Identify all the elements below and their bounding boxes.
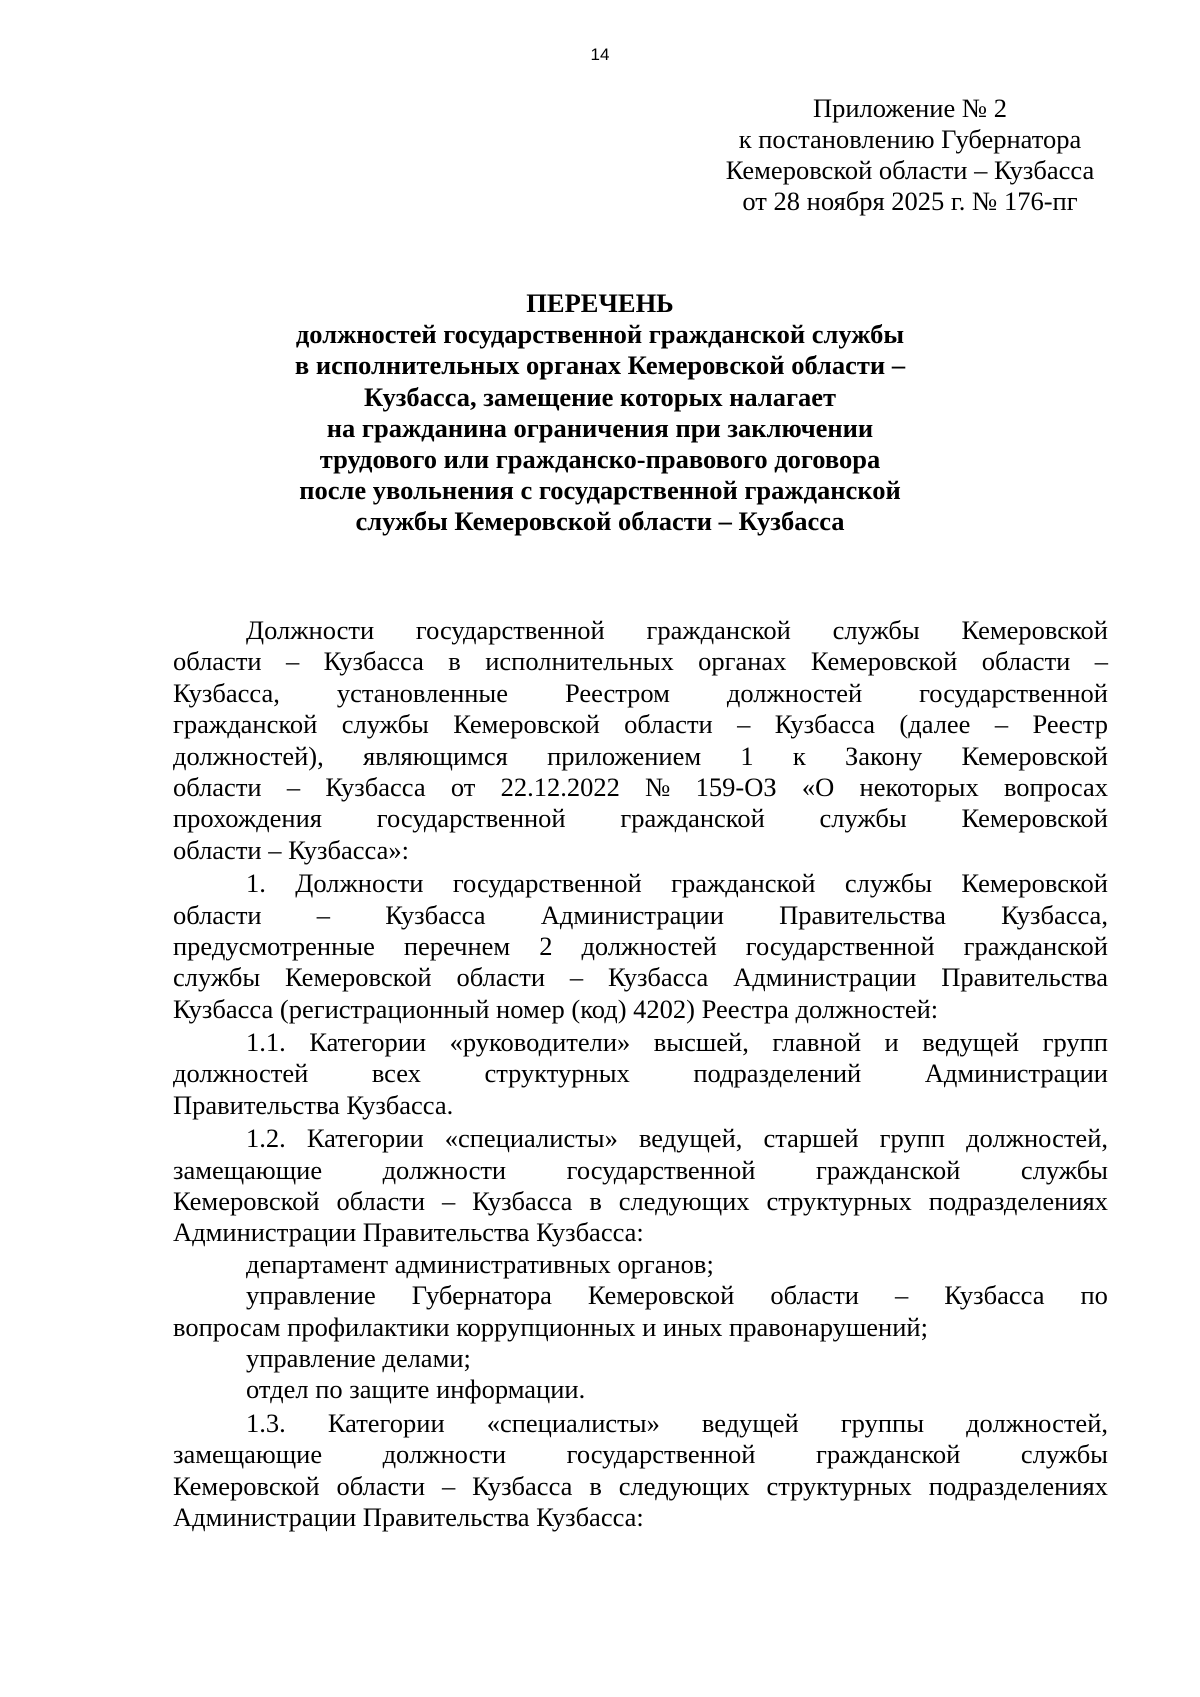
word: Кузбасса <box>472 1470 573 1501</box>
word: государственной <box>919 677 1108 708</box>
word: замещающие <box>173 1154 323 1185</box>
justified-line <box>173 1280 1108 1311</box>
word: Кузбасса, <box>1001 899 1108 930</box>
word: должностей <box>581 930 717 961</box>
word: Кузбасса <box>774 709 876 740</box>
word: Кузбасса, <box>173 677 280 708</box>
justified-line <box>173 1027 1108 1058</box>
word: Кузбасса <box>385 899 486 930</box>
word: государственной <box>415 615 605 645</box>
word: приложением <box>547 740 702 771</box>
word: Кемеровской <box>587 1280 735 1311</box>
word: групп <box>1042 1027 1108 1058</box>
word: подразделениях <box>928 1186 1108 1217</box>
word: Должности <box>246 615 375 645</box>
word: Кузбасса <box>608 962 709 993</box>
justified-line <box>173 1439 1108 1470</box>
word: Кузбасса <box>472 1186 573 1217</box>
word: службы <box>173 962 261 993</box>
word: – <box>441 1186 456 1217</box>
word: области <box>456 962 546 993</box>
word: – <box>569 962 584 993</box>
word: государственной <box>566 1439 756 1470</box>
justified-line <box>173 709 1108 740</box>
justified-line <box>173 646 1108 677</box>
word: – <box>285 646 300 677</box>
word: структурных <box>766 1186 912 1217</box>
word: Кемеровской <box>810 646 958 677</box>
list-item: отдел по защите информации. <box>246 1374 586 1405</box>
word: «специалисты» <box>444 1123 618 1154</box>
word: гражданской <box>816 1439 961 1470</box>
word: гражданской <box>963 930 1108 961</box>
word: должностей, <box>966 1407 1108 1438</box>
word: прохождения <box>173 803 322 834</box>
list-item-multiline <box>173 1280 1108 1343</box>
word: Категории <box>306 1123 424 1154</box>
word: гражданской <box>671 868 816 899</box>
title-heading: ПЕРЕЧЕНЬ <box>526 288 674 318</box>
word: области <box>173 899 262 930</box>
word: гражданской <box>646 615 791 645</box>
paragraph-item-1 <box>173 868 1108 1025</box>
word: Кемеровской <box>173 1470 320 1501</box>
word: службы <box>844 868 932 899</box>
word: 1 <box>740 740 754 771</box>
title-line: службы Кемеровской области – Кузбасса <box>355 506 845 537</box>
paragraph-last-line: Правительства Кузбасса. <box>173 1089 454 1120</box>
list-item: департамент административных органов; <box>246 1248 714 1279</box>
word: службы <box>819 803 907 834</box>
word: 2 <box>539 930 553 961</box>
word: по <box>1080 1280 1108 1311</box>
word: – <box>316 899 331 930</box>
paragraph-last-line: Администрации Правительства Кузбасса: <box>173 1217 644 1248</box>
paragraph-last-line: вопросам профилактики коррупционных и иных правонарушений; <box>173 1311 928 1342</box>
word: области <box>770 1280 859 1311</box>
word: Кемеровской <box>173 1186 320 1217</box>
word: «руководители» <box>449 1027 631 1058</box>
word: государственной <box>452 868 642 899</box>
word: Правительства <box>941 962 1108 993</box>
word: старшей <box>763 1123 859 1154</box>
word: 1. <box>246 868 266 899</box>
word: государственной <box>566 1154 756 1185</box>
justified-line <box>173 1471 1108 1502</box>
word: (далее <box>899 709 971 740</box>
word: должности <box>382 1154 507 1185</box>
justified-line <box>173 1186 1108 1217</box>
word: главной <box>772 1027 862 1058</box>
word: ведущей, <box>638 1123 743 1154</box>
word: органах <box>698 646 787 677</box>
word: № <box>645 771 671 802</box>
word: Категории <box>327 1407 445 1438</box>
word: – <box>1094 646 1108 677</box>
word: должности <box>382 1439 507 1470</box>
word: 159-ОЗ <box>695 771 777 802</box>
word: области <box>336 1470 426 1501</box>
word: Администрации <box>733 962 917 993</box>
paragraph-last-line: Администрации Правительства Кузбасса: <box>173 1501 644 1532</box>
word: вопросах <box>1003 771 1108 802</box>
word: предусмотренные <box>173 930 375 961</box>
word: – <box>737 709 751 740</box>
word: Реестром <box>564 677 670 708</box>
word: службы <box>1020 1154 1108 1185</box>
word: – <box>286 771 301 802</box>
word: являющимся <box>362 740 508 771</box>
word: в <box>589 1186 602 1217</box>
word: должностей), <box>173 740 324 771</box>
word: гражданской <box>620 803 765 834</box>
word: группы <box>840 1407 925 1438</box>
paragraph-intro <box>173 615 1108 866</box>
justified-line <box>173 868 1108 899</box>
word: Кемеровской <box>453 709 600 740</box>
word: – <box>441 1470 456 1501</box>
justified-line <box>173 803 1108 834</box>
word: – <box>994 709 1009 740</box>
title-line: трудового или гражданско-правового договора <box>319 444 881 475</box>
word: структурных <box>484 1058 630 1089</box>
title-line: в исполнительных органах Кемеровской области – <box>294 350 906 381</box>
word: в <box>448 646 461 677</box>
word: гражданской <box>816 1154 961 1185</box>
annex-line: Кемеровской области – Кузбасса <box>725 155 1095 185</box>
paragraph-item-1-3 <box>173 1408 1108 1534</box>
title-line: после увольнения с государственной гражданской <box>299 475 901 506</box>
word: и <box>884 1027 899 1058</box>
word: области <box>173 771 262 802</box>
word: 1.2. <box>246 1123 286 1154</box>
word: 1.1. <box>246 1027 286 1058</box>
annex-line: Приложение № 2 <box>812 93 1007 123</box>
word: всех <box>371 1058 421 1089</box>
word: Кемеровской <box>961 803 1108 834</box>
word: Категории <box>309 1027 427 1058</box>
justified-line <box>173 615 1108 646</box>
paragraph-last-line: Кузбасса (регистрационный номер (код) 4202) Реестра должностей: <box>173 993 939 1024</box>
word: Должности <box>295 868 424 899</box>
word: Правительства <box>779 899 946 930</box>
word: службы <box>341 709 429 740</box>
word: установленные <box>336 677 509 708</box>
justified-line <box>173 900 1108 931</box>
word: Губернатора <box>411 1280 552 1311</box>
paragraph-item-1-1 <box>173 1027 1108 1121</box>
word: ведущей <box>922 1027 1020 1058</box>
word: Администрации <box>924 1058 1108 1089</box>
word: 22.12.2022 <box>500 771 620 802</box>
word: должностей <box>173 1058 309 1089</box>
document-title <box>0 288 1200 538</box>
justified-line <box>173 1408 1108 1439</box>
word: от <box>450 771 476 802</box>
word: «О <box>801 771 835 802</box>
word: подразделений <box>693 1058 862 1089</box>
title-line: должностей государственной гражданской службы <box>295 319 905 350</box>
word: следующих <box>618 1186 750 1217</box>
word: должностей, <box>966 1123 1108 1154</box>
justified-line <box>173 1123 1108 1154</box>
annex-line: от 28 ноября 2025 г. № 176-пг <box>742 186 1078 216</box>
justified-line <box>173 1155 1108 1186</box>
page-number: 14 <box>590 45 610 64</box>
annex-line: к постановлению Губернатора <box>738 124 1082 154</box>
word: Кемеровской <box>961 868 1108 899</box>
word: службы <box>832 615 920 645</box>
word: перечнем <box>403 930 511 961</box>
paragraph-item-1-2 <box>173 1123 1108 1249</box>
word: групп <box>879 1123 945 1154</box>
word: государственной <box>745 930 935 961</box>
word: подразделениях <box>928 1470 1108 1501</box>
justified-line <box>173 1058 1108 1089</box>
paragraph-last-line: области – Кузбасса»: <box>173 834 409 865</box>
word: 1.3. <box>246 1407 286 1438</box>
word: замещающие <box>173 1439 323 1470</box>
word: Кемеровской <box>961 740 1108 771</box>
title-line: Кузбасса, замещение которых налагает <box>363 381 837 412</box>
word: Реестр <box>1032 709 1108 740</box>
word: Кемеровской <box>285 962 432 993</box>
word: высшей, <box>653 1027 749 1058</box>
document-body <box>173 615 1108 1533</box>
word: государственной <box>376 803 566 834</box>
justified-line <box>173 772 1108 803</box>
word: некоторых <box>859 771 979 802</box>
word: структурных <box>766 1470 912 1501</box>
word: Кузбасса <box>944 1280 1045 1311</box>
justified-line <box>173 678 1108 709</box>
word: области <box>981 646 1071 677</box>
word: исполнительных <box>485 646 674 677</box>
word: гражданской <box>173 709 318 740</box>
word: области <box>624 709 713 740</box>
justified-line <box>173 741 1108 772</box>
justified-line <box>173 962 1108 993</box>
word: Администрации <box>540 899 724 930</box>
word: следующих <box>618 1470 750 1501</box>
word: ведущей <box>701 1407 799 1438</box>
word: Кузбасса <box>325 771 426 802</box>
word: Кузбасса <box>323 646 424 677</box>
list-item: управление делами; <box>246 1342 471 1373</box>
word: области <box>173 646 262 677</box>
word: – <box>894 1280 909 1311</box>
annex-header <box>700 93 1120 217</box>
word: области <box>336 1186 426 1217</box>
word: Кемеровской <box>961 615 1108 645</box>
word: «специалисты» <box>486 1407 660 1438</box>
justified-line <box>173 931 1108 962</box>
word: службы <box>1020 1439 1108 1470</box>
word: должностей <box>726 677 863 708</box>
word: в <box>589 1470 602 1501</box>
word: управление <box>246 1280 376 1311</box>
title-line: на гражданина ограничения при заключении <box>326 412 874 443</box>
word: Закону <box>844 740 923 771</box>
word: к <box>792 740 806 771</box>
